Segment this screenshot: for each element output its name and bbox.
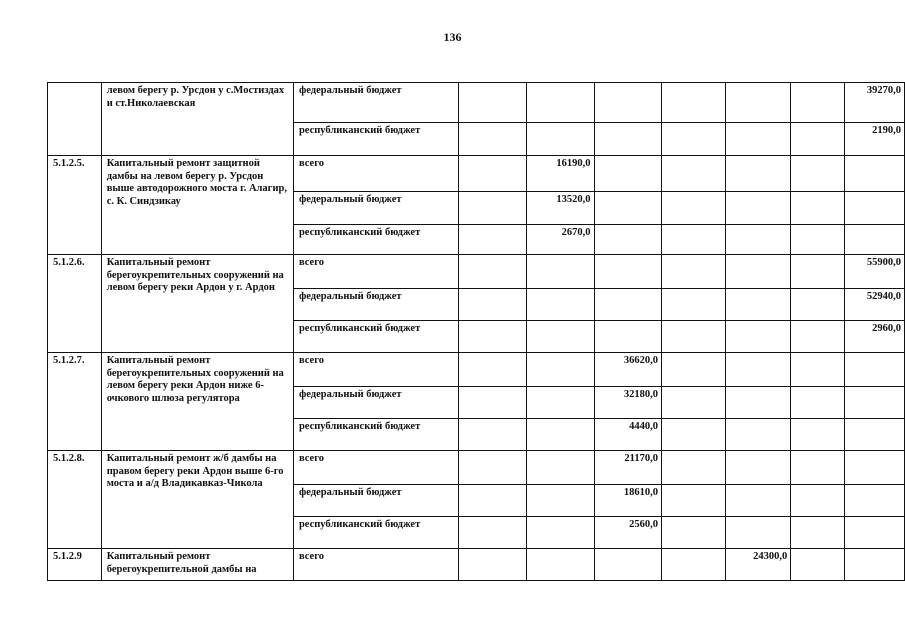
amount-cell [725, 255, 791, 289]
amount-cell [527, 353, 594, 387]
amount-cell [725, 289, 791, 321]
item-code: 5.1.2.8. [48, 451, 102, 549]
amount-cell [791, 419, 845, 451]
table-row [48, 451, 905, 485]
amount-cell [661, 156, 725, 192]
amount-cell [845, 387, 905, 419]
amount-cell [459, 225, 527, 255]
item-code [48, 83, 102, 156]
amount-cell [725, 517, 791, 549]
amount-cell: 52940,0 [845, 289, 905, 321]
amount-cell: 2560,0 [594, 517, 661, 549]
amount-cell [725, 225, 791, 255]
table-row [48, 549, 905, 581]
amount-cell [459, 451, 527, 485]
table-row [48, 353, 905, 387]
amount-cell [459, 485, 527, 517]
item-description: Капитальный ремонт берегоукрепительных сооружений на левом берегу реки Ардон ниже 6- очкового шлюза регулятора [101, 353, 293, 451]
amount-cell: 21170,0 [594, 451, 661, 485]
funding-source: федеральный бюджет [293, 289, 458, 321]
amount-cell [661, 255, 725, 289]
funding-source: республиканский бюджет [293, 419, 458, 451]
funding-source: всего [293, 156, 458, 192]
funding-source: всего [293, 353, 458, 387]
amount-cell [791, 549, 845, 581]
amount-cell [845, 549, 905, 581]
amount-cell [661, 549, 725, 581]
page-number: 136 [443, 30, 462, 44]
item-description: Капитальный ремонт защитной дамбы на левом берегу р. Урсдон выше автодорожного моста г. Алагир, с. К. Синдзикау [101, 156, 293, 255]
amount-cell [791, 192, 845, 225]
amount-cell [845, 419, 905, 451]
amount-cell [661, 517, 725, 549]
amount-cell [845, 225, 905, 255]
amount-cell [661, 225, 725, 255]
funding-source: всего [293, 255, 458, 289]
amount-cell [725, 451, 791, 485]
amount-cell: 18610,0 [594, 485, 661, 517]
amount-cell [725, 353, 791, 387]
funding-source: всего [293, 549, 458, 581]
amount-cell [791, 255, 845, 289]
amount-cell [845, 517, 905, 549]
amount-cell: 55900,0 [845, 255, 905, 289]
amount-cell: 4440,0 [594, 419, 661, 451]
amount-cell [594, 321, 661, 353]
amount-cell [459, 419, 527, 451]
amount-cell [459, 83, 527, 123]
amount-cell [459, 387, 527, 419]
amount-cell [725, 485, 791, 517]
amount-cell [725, 123, 791, 156]
amount-cell [725, 387, 791, 419]
amount-cell [845, 353, 905, 387]
item-code: 5.1.2.9 [48, 549, 102, 581]
amount-cell [791, 387, 845, 419]
amount-cell [459, 255, 527, 289]
amount-cell [661, 321, 725, 353]
funding-source: республиканский бюджет [293, 123, 458, 156]
amount-cell: 16190,0 [527, 156, 594, 192]
funding-source: федеральный бюджет [293, 83, 458, 123]
amount-cell [527, 321, 594, 353]
amount-cell [459, 156, 527, 192]
amount-cell [791, 225, 845, 255]
amount-cell [845, 451, 905, 485]
amount-cell [527, 549, 594, 581]
item-code: 5.1.2.5. [48, 156, 102, 255]
amount-cell [845, 156, 905, 192]
table-row [48, 156, 905, 192]
amount-cell [791, 485, 845, 517]
item-code: 5.1.2.6. [48, 255, 102, 353]
item-description: Капитальный ремонт берегоукрепительных сооружений на левом берегу реки Ардон у г. Ардон [101, 255, 293, 353]
amount-cell [527, 419, 594, 451]
amount-cell [527, 387, 594, 419]
funding-source: республиканский бюджет [293, 225, 458, 255]
amount-cell [661, 289, 725, 321]
item-description: Капитальный ремонт берегоукрепительной дамбы на [101, 549, 293, 581]
amount-cell: 32180,0 [594, 387, 661, 419]
amount-cell [725, 156, 791, 192]
table-row [48, 255, 905, 289]
amount-cell [791, 451, 845, 485]
amount-cell [725, 321, 791, 353]
amount-cell [594, 83, 661, 123]
funding-source: федеральный бюджет [293, 387, 458, 419]
amount-cell [459, 549, 527, 581]
item-description: Капитальный ремонт ж/б дамбы на правом берегу реки Ардон выше 6-го моста и а/д Владикавказ-Чикола [101, 451, 293, 549]
amount-cell [791, 289, 845, 321]
amount-cell [661, 192, 725, 225]
amount-cell: 2190,0 [845, 123, 905, 156]
table-row [48, 83, 905, 123]
amount-cell [661, 387, 725, 419]
funding-source: федеральный бюджет [293, 192, 458, 225]
amount-cell [527, 289, 594, 321]
amount-cell: 2960,0 [845, 321, 905, 353]
amount-cell: 24300,0 [725, 549, 791, 581]
amount-cell [594, 549, 661, 581]
amount-cell [459, 517, 527, 549]
amount-cell [791, 83, 845, 123]
amount-cell [661, 353, 725, 387]
amount-cell [791, 517, 845, 549]
amount-cell [791, 321, 845, 353]
amount-cell [661, 451, 725, 485]
amount-cell [791, 156, 845, 192]
funding-source: федеральный бюджет [293, 485, 458, 517]
item-description: левом берегу р. Урсдон у с.Мостиздах и ст.Николаевская [101, 83, 293, 156]
amount-cell [527, 83, 594, 123]
budget-table [47, 82, 905, 581]
funding-source: республиканский бюджет [293, 321, 458, 353]
amount-cell [661, 485, 725, 517]
funding-source: республиканский бюджет [293, 517, 458, 549]
amount-cell [527, 485, 594, 517]
item-code: 5.1.2.7. [48, 353, 102, 451]
amount-cell [459, 192, 527, 225]
amount-cell [594, 123, 661, 156]
amount-cell [845, 485, 905, 517]
amount-cell [527, 123, 594, 156]
amount-cell [594, 289, 661, 321]
amount-cell [594, 192, 661, 225]
amount-cell [594, 156, 661, 192]
amount-cell: 13520,0 [527, 192, 594, 225]
amount-cell [459, 353, 527, 387]
amount-cell: 36620,0 [594, 353, 661, 387]
amount-cell [725, 419, 791, 451]
amount-cell [661, 83, 725, 123]
amount-cell [661, 123, 725, 156]
amount-cell [527, 517, 594, 549]
amount-cell [459, 123, 527, 156]
amount-cell: 2670,0 [527, 225, 594, 255]
amount-cell [725, 192, 791, 225]
amount-cell [791, 353, 845, 387]
amount-cell [661, 419, 725, 451]
amount-cell [725, 83, 791, 123]
amount-cell [594, 225, 661, 255]
amount-cell: 39270,0 [845, 83, 905, 123]
amount-cell [527, 451, 594, 485]
amount-cell [459, 321, 527, 353]
funding-source: всего [293, 451, 458, 485]
amount-cell [845, 192, 905, 225]
amount-cell [527, 255, 594, 289]
amount-cell [459, 289, 527, 321]
amount-cell [791, 123, 845, 156]
amount-cell [594, 255, 661, 289]
